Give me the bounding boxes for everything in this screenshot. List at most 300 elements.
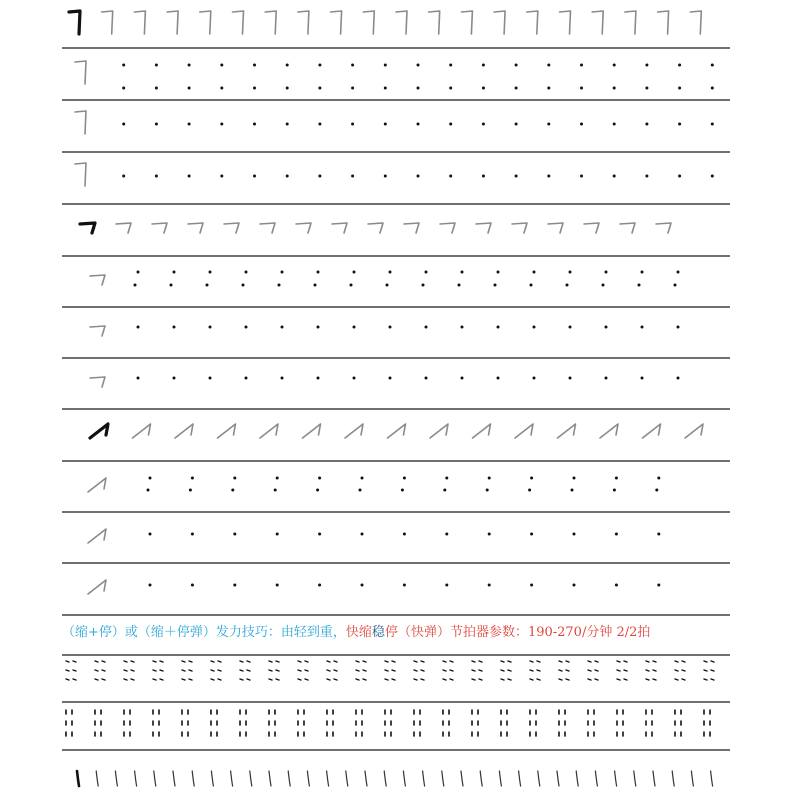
- pattern-mark: [73, 661, 76, 662]
- pattern-mark: [73, 679, 76, 680]
- guide-dot: [655, 489, 658, 492]
- stroke-trace: [90, 377, 105, 387]
- pattern-mark: [472, 670, 475, 671]
- pattern-mark: [624, 661, 627, 662]
- guide-dot: [351, 175, 354, 178]
- pattern-mark: [269, 679, 272, 680]
- guide-dot: [580, 87, 583, 90]
- stroke-trace: [231, 771, 233, 786]
- stroke-trace: [388, 424, 406, 438]
- pattern-mark: [363, 679, 366, 680]
- stroke-trace: [115, 771, 117, 786]
- pattern-mark: [653, 661, 656, 662]
- stroke-trace: [691, 771, 693, 786]
- stroke-trace: [461, 11, 472, 34]
- pattern-mark: [160, 661, 163, 662]
- guide-dot: [486, 489, 489, 492]
- guide-dot: [155, 64, 158, 67]
- pattern-mark: [501, 661, 504, 662]
- guide-dot: [547, 87, 550, 90]
- pattern-mark: [385, 661, 388, 662]
- guide-dot: [233, 533, 236, 536]
- caption-part-4: 停（快弹）节拍器参数：190-270/分钟: [384, 625, 613, 640]
- pattern-mark: [559, 670, 562, 671]
- stroke-trace: [658, 11, 669, 34]
- stroke-trace: [643, 424, 661, 438]
- pattern-mark: [153, 670, 156, 671]
- guide-dot: [638, 284, 641, 287]
- stroke-trace: [429, 11, 440, 34]
- pattern-mark: [704, 670, 707, 671]
- guide-dot: [515, 87, 518, 90]
- guide-dot: [318, 533, 321, 536]
- stroke-trace: [548, 223, 563, 233]
- guide-dot: [530, 477, 533, 480]
- stroke-trace: [192, 771, 194, 786]
- pattern-mark: [189, 670, 192, 671]
- stroke-trace: [152, 223, 167, 233]
- stroke-trace: [296, 223, 311, 233]
- pattern-mark: [240, 679, 243, 680]
- stroke-sample-solid: [90, 424, 108, 438]
- pattern-mark: [160, 679, 163, 680]
- pattern-mark: [102, 679, 105, 680]
- pattern-mark: [501, 670, 504, 671]
- stroke-trace: [480, 771, 482, 786]
- guide-dot: [711, 87, 714, 90]
- stroke-trace: [461, 771, 463, 786]
- pattern-mark: [559, 661, 562, 662]
- guide-dot: [449, 64, 452, 67]
- guide-dot: [384, 123, 387, 126]
- guide-dot: [613, 175, 616, 178]
- stroke-trace: [476, 223, 491, 233]
- guide-dot: [573, 477, 576, 480]
- pattern-mark: [711, 661, 714, 662]
- instruction-caption: [62, 624, 792, 642]
- guide-dot: [350, 284, 353, 287]
- pattern-mark: [334, 670, 337, 671]
- guide-dot: [425, 377, 428, 380]
- stroke-trace: [595, 771, 597, 786]
- stroke-trace: [154, 771, 156, 786]
- guide-dot: [569, 377, 572, 380]
- guide-dot: [137, 271, 140, 274]
- guide-dot: [361, 477, 364, 480]
- pattern-mark: [421, 679, 424, 680]
- guide-dot: [318, 477, 321, 480]
- guide-dot: [389, 326, 392, 329]
- pattern-mark: [327, 661, 330, 662]
- pattern-mark: [327, 670, 330, 671]
- pattern-mark: [443, 679, 446, 680]
- guide-dot: [314, 284, 317, 287]
- stroke-trace: [211, 771, 213, 786]
- guide-dot: [458, 284, 461, 287]
- guide-dot: [657, 533, 660, 536]
- pattern-mark: [414, 679, 417, 680]
- pattern-mark: [247, 679, 250, 680]
- guide-dot: [318, 87, 321, 90]
- guide-dot: [569, 326, 572, 329]
- stroke-sample-solid: [69, 11, 80, 34]
- pattern-mark: [675, 679, 678, 680]
- pattern-mark: [153, 679, 156, 680]
- caption-part-1: （缩+停）或（缩＋停弹）发力技巧：由轻到重，: [62, 625, 346, 640]
- guide-dot: [122, 87, 125, 90]
- guide-dot: [445, 584, 448, 587]
- guide-dot: [482, 87, 485, 90]
- pattern-mark: [501, 679, 504, 680]
- stroke-trace: [625, 11, 636, 34]
- guide-dot: [317, 377, 320, 380]
- guide-dot: [613, 489, 616, 492]
- pattern-mark: [305, 661, 308, 662]
- stroke-trace: [224, 223, 239, 233]
- stroke-trace: [560, 11, 571, 34]
- guide-dot: [253, 64, 256, 67]
- pattern-mark: [421, 661, 424, 662]
- pattern-mark: [704, 661, 707, 662]
- guide-dot: [711, 123, 714, 126]
- pattern-mark: [276, 670, 279, 671]
- guide-dot: [497, 326, 500, 329]
- guide-dot: [353, 377, 356, 380]
- guide-dot: [220, 64, 223, 67]
- stroke-trace: [96, 771, 98, 786]
- stroke-trace: [218, 424, 236, 438]
- guide-dot: [318, 175, 321, 178]
- guide-dot: [353, 326, 356, 329]
- guide-dot: [528, 489, 531, 492]
- guide-dot: [573, 533, 576, 536]
- guide-dot: [417, 87, 420, 90]
- pattern-mark: [675, 661, 678, 662]
- pattern-mark: [588, 679, 591, 680]
- stroke-trace: [102, 11, 113, 34]
- stroke-trace: [512, 223, 527, 233]
- stroke-trace: [653, 771, 655, 786]
- guide-dot: [173, 377, 176, 380]
- guide-dot: [533, 377, 536, 380]
- pattern-mark: [153, 661, 156, 662]
- guide-dot: [677, 271, 680, 274]
- stroke-trace: [260, 424, 278, 438]
- pattern-mark: [269, 661, 272, 662]
- stroke-trace: [298, 11, 309, 34]
- pattern-mark: [443, 661, 446, 662]
- guide-dot: [147, 489, 150, 492]
- stroke-trace: [260, 223, 275, 233]
- guide-dot: [134, 284, 137, 287]
- guide-dot: [515, 64, 518, 67]
- guide-dot: [220, 123, 223, 126]
- stroke-trace: [527, 11, 538, 34]
- stroke-trace: [690, 11, 701, 34]
- pattern-mark: [298, 670, 301, 671]
- guide-dot: [253, 87, 256, 90]
- guide-dot: [569, 271, 572, 274]
- guide-dot: [677, 377, 680, 380]
- stroke-trace: [303, 424, 321, 438]
- stroke-trace: [133, 424, 151, 438]
- pattern-mark: [356, 679, 359, 680]
- stroke-trace: [515, 424, 533, 438]
- pattern-mark: [595, 679, 598, 680]
- stroke-trace: [75, 111, 86, 134]
- guide-dot: [488, 584, 491, 587]
- guide-dot: [515, 123, 518, 126]
- stroke-sample-solid: [80, 223, 95, 233]
- stroke-trace: [250, 771, 252, 786]
- guide-dot: [245, 271, 248, 274]
- pattern-mark: [298, 661, 301, 662]
- pattern-mark: [131, 670, 134, 671]
- guide-dot: [188, 64, 191, 67]
- guide-dot: [191, 584, 194, 587]
- guide-dot: [220, 87, 223, 90]
- guide-dot: [645, 64, 648, 67]
- guide-dot: [678, 64, 681, 67]
- guide-dot: [386, 284, 389, 287]
- pattern-mark: [624, 670, 627, 671]
- guide-dot: [678, 87, 681, 90]
- pattern-mark: [131, 679, 134, 680]
- stroke-trace: [499, 771, 501, 786]
- stroke-trace: [288, 771, 290, 786]
- guide-dot: [276, 584, 279, 587]
- guide-dot: [281, 271, 284, 274]
- guide-dot: [461, 377, 464, 380]
- guide-dot: [422, 284, 425, 287]
- guide-dot: [605, 271, 608, 274]
- guide-dot: [613, 64, 616, 67]
- stroke-trace: [403, 771, 405, 786]
- guide-dot: [530, 584, 533, 587]
- pattern-mark: [334, 661, 337, 662]
- stroke-trace: [634, 771, 636, 786]
- guide-dot: [645, 175, 648, 178]
- pattern-mark: [66, 679, 69, 680]
- guide-dot: [351, 87, 354, 90]
- pattern-mark: [653, 670, 656, 671]
- guide-dot: [353, 271, 356, 274]
- guide-dot: [281, 326, 284, 329]
- guide-dot: [530, 533, 533, 536]
- guide-dot: [233, 584, 236, 587]
- pattern-mark: [218, 661, 221, 662]
- stroke-trace: [135, 771, 137, 786]
- pattern-mark: [682, 670, 685, 671]
- pattern-mark: [240, 670, 243, 671]
- pattern-mark: [95, 679, 98, 680]
- pattern-mark: [385, 679, 388, 680]
- pattern-mark: [276, 679, 279, 680]
- guide-dot: [209, 326, 212, 329]
- pattern-mark: [421, 670, 424, 671]
- guide-dot: [602, 284, 605, 287]
- stroke-trace: [711, 771, 713, 786]
- pattern-mark: [479, 670, 482, 671]
- pattern-mark: [646, 679, 649, 680]
- pattern-mark: [131, 661, 134, 662]
- guide-dot: [286, 123, 289, 126]
- guide-dot: [188, 175, 191, 178]
- pattern-mark: [653, 679, 656, 680]
- stroke-trace: [332, 223, 347, 233]
- pattern-mark: [327, 679, 330, 680]
- pattern-mark: [646, 661, 649, 662]
- pattern-mark: [595, 670, 598, 671]
- pattern-mark: [479, 679, 482, 680]
- guide-dot: [403, 533, 406, 536]
- guide-dot: [188, 87, 191, 90]
- guide-dot: [615, 477, 618, 480]
- guide-dot: [515, 175, 518, 178]
- pattern-mark: [530, 670, 533, 671]
- guide-dot: [443, 489, 446, 492]
- guide-dot: [286, 64, 289, 67]
- pattern-mark: [189, 679, 192, 680]
- guide-dot: [351, 123, 354, 126]
- guide-dot: [384, 175, 387, 178]
- guide-dot: [615, 533, 618, 536]
- stroke-trace: [90, 326, 105, 336]
- stroke-trace: [615, 771, 617, 786]
- stroke-trace: [75, 163, 86, 186]
- guide-dot: [253, 123, 256, 126]
- pattern-mark: [124, 670, 127, 671]
- pattern-mark: [711, 679, 714, 680]
- guide-dot: [547, 123, 550, 126]
- guide-dot: [245, 377, 248, 380]
- guide-dot: [615, 584, 618, 587]
- pattern-mark: [508, 670, 511, 671]
- guide-dot: [461, 271, 464, 274]
- guide-dot: [674, 284, 677, 287]
- guide-dot: [605, 377, 608, 380]
- guide-dot: [461, 326, 464, 329]
- guide-dot: [445, 533, 448, 536]
- guide-dot: [488, 533, 491, 536]
- stroke-trace: [519, 771, 521, 786]
- pattern-mark: [508, 679, 511, 680]
- guide-dot: [281, 377, 284, 380]
- guide-dot: [389, 377, 392, 380]
- pattern-mark: [247, 670, 250, 671]
- stroke-trace: [404, 223, 419, 233]
- guide-dot: [384, 87, 387, 90]
- pattern-mark: [240, 661, 243, 662]
- pattern-mark: [508, 661, 511, 662]
- pattern-mark: [305, 670, 308, 671]
- guide-dot: [188, 123, 191, 126]
- guide-dot: [206, 284, 209, 287]
- guide-dot: [233, 477, 236, 480]
- guide-dot: [494, 284, 497, 287]
- guide-dot: [191, 477, 194, 480]
- pattern-mark: [530, 661, 533, 662]
- guide-dot: [403, 584, 406, 587]
- guide-dot: [613, 123, 616, 126]
- pattern-mark: [443, 670, 446, 671]
- guide-dot: [276, 477, 279, 480]
- pattern-mark: [356, 670, 359, 671]
- guide-dot: [155, 123, 158, 126]
- guide-dot: [417, 64, 420, 67]
- pattern-mark: [566, 679, 569, 680]
- pattern-mark: [392, 661, 395, 662]
- guide-dot: [274, 489, 277, 492]
- guide-dot: [361, 584, 364, 587]
- pattern-mark: [479, 661, 482, 662]
- pattern-mark: [124, 679, 127, 680]
- stroke-trace: [672, 771, 674, 786]
- guide-dot: [173, 271, 176, 274]
- guide-dot: [605, 326, 608, 329]
- pattern-mark: [682, 661, 685, 662]
- pattern-mark: [95, 661, 98, 662]
- pattern-mark: [414, 670, 417, 671]
- stroke-trace: [384, 771, 386, 786]
- pattern-mark: [450, 670, 453, 671]
- guide-dot: [425, 271, 428, 274]
- guide-dot: [384, 64, 387, 67]
- guide-dot: [425, 326, 428, 329]
- pattern-mark: [363, 670, 366, 671]
- pattern-mark: [73, 670, 76, 671]
- guide-dot: [220, 175, 223, 178]
- pattern-mark: [566, 670, 569, 671]
- stroke-trace: [188, 223, 203, 233]
- guide-dot: [497, 377, 500, 380]
- guide-dot: [641, 377, 644, 380]
- stroke-trace: [365, 771, 367, 786]
- pattern-mark: [66, 670, 69, 671]
- guide-dot: [317, 271, 320, 274]
- stroke-trace: [88, 529, 106, 543]
- stroke-trace: [430, 424, 448, 438]
- guide-dot: [401, 489, 404, 492]
- stroke-trace: [175, 424, 193, 438]
- stroke-trace: [557, 771, 559, 786]
- pattern-mark: [66, 661, 69, 662]
- stroke-sample-solid: [77, 771, 79, 786]
- guide-dot: [316, 489, 319, 492]
- stroke-trace: [88, 580, 106, 594]
- guide-dot: [677, 326, 680, 329]
- stroke-trace: [558, 424, 576, 438]
- pattern-mark: [646, 670, 649, 671]
- caption-part-2: 快缩: [345, 625, 372, 640]
- pattern-mark: [559, 679, 562, 680]
- pattern-mark: [211, 670, 214, 671]
- pattern-mark: [617, 670, 620, 671]
- pattern-mark: [298, 679, 301, 680]
- pattern-mark: [247, 661, 250, 662]
- guide-dot: [149, 533, 152, 536]
- pattern-mark: [124, 661, 127, 662]
- guide-dot: [242, 284, 245, 287]
- pattern-mark: [530, 679, 533, 680]
- guide-dot: [403, 477, 406, 480]
- stroke-trace: [584, 223, 599, 233]
- stroke-trace: [368, 223, 383, 233]
- stroke-trace: [265, 11, 276, 34]
- guide-dot: [641, 271, 644, 274]
- stroke-trace: [656, 223, 671, 233]
- pattern-mark: [624, 679, 627, 680]
